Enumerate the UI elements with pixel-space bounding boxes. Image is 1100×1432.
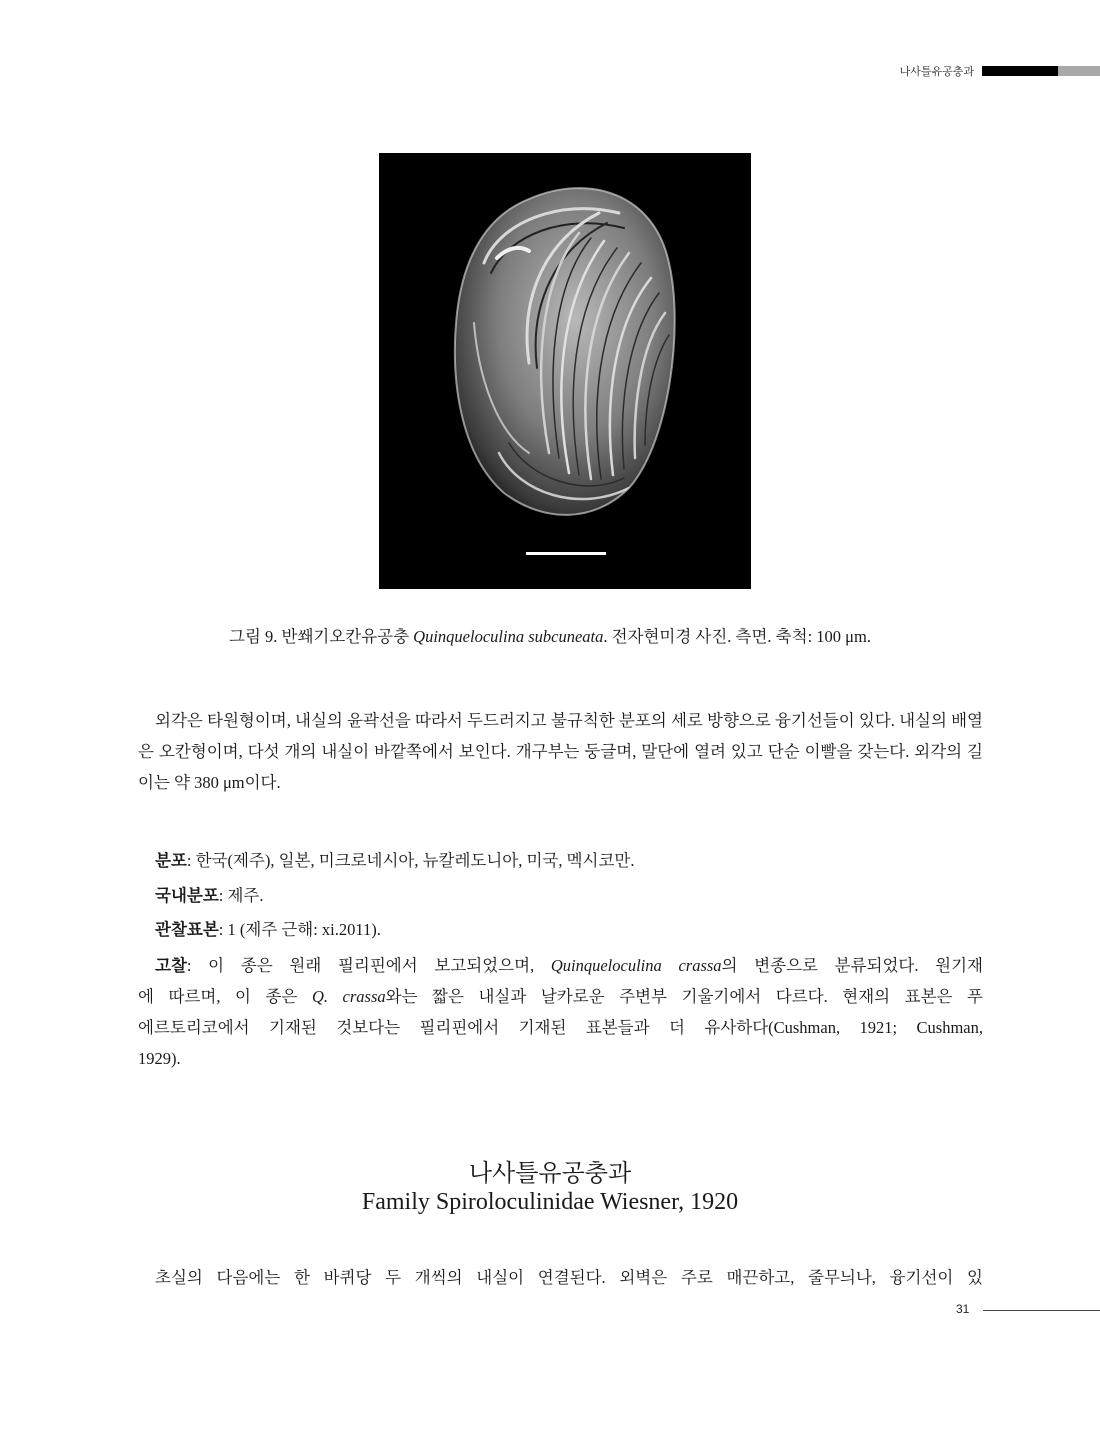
remarks-text-1a: : 이 종은 원래 필리핀에서 보고되었으며, [186,956,551,975]
domestic-distribution-value: : 제주. [218,886,264,905]
distribution-field [155,847,635,871]
running-title: 나사틀유공충과 [899,66,974,78]
remarks-text-1b: 의 변종으로 분류되었다. 원기재 [721,956,983,975]
domestic-distribution-field [155,882,263,906]
remarks-line-3: 에르토리코에서 기재된 것보다는 필리핀에서 기재된 표본들과 더 유사하다(Cushman, 1921; Cushman, [138,1018,983,1037]
remarks-text-2b: 와는 짧은 내실과 날카로운 주변부 기울기에서 다르다. 현재의 표본은 푸 [385,987,983,1006]
header-bar-black [982,66,1058,76]
scale-bar [526,552,606,555]
running-header [900,64,1100,78]
remarks-line-2 [138,981,983,1012]
figure-caption [0,623,1100,647]
distribution-value: : 한국(제주), 일본, 미크로네시아, 뉴칼레도니아, 미국, 멕시코만. [186,851,635,870]
sem-photograph [379,153,751,589]
remarks-line-1 [138,950,983,981]
foraminifera-shell-image [379,153,751,589]
family-description: 초실의 다음에는 한 바퀴당 두 개씩의 내실이 연결된다. 외벽은 주로 매끈하고, 줄무늬나, 융기선이 있 [155,1268,983,1287]
caption-prefix: 그림 9. 반쐐기오칸유공충 [229,627,414,646]
remarks-text-2a: 에 따르며, 이 종은 [138,987,312,1006]
specimens-label: 관찰표본 [155,920,219,939]
remarks-species-2: Q. crassa [311,987,386,1006]
remarks-species-1: Quinqueloculina crassa [550,956,722,975]
header-bar-gray [1058,66,1100,76]
family-heading-korean: 나사틀유공충과 [468,1161,632,1187]
remarks-line-4: 1929). [138,1049,181,1068]
remarks-label: 고찰 [155,956,187,975]
footer-rule [983,1310,1100,1311]
specimens-value: : 1 (제주 근해: xi.2011). [218,920,381,939]
remarks-paragraph [138,950,983,1074]
specimens-field [155,916,381,940]
distribution-label: 분포 [155,851,187,870]
caption-suffix: . 전자현미경 사진. 측면. 축척: 100 μm. [603,627,871,646]
caption-species: Quinqueloculina subcuneata [413,627,604,646]
description-paragraph: 외각은 타원형이며, 내실의 윤곽선을 따라서 두드러지고 불규칙한 분포의 세로 방향으로 융기선들이 있다. 내실의 배열은 오칸형이며, 다섯 개의 내실이 바깥쪽에서 보인다. 개구부는 둥글며, 말단에 열려 있고 단순 이빨을 갖는다. 외각의 길이는 약 380 μm이다. [138,711,983,792]
page-number: 31 [956,1302,970,1316]
domestic-distribution-label: 국내분포 [155,886,219,905]
family-heading-latin: Family Spiroloculinidae Wiesner, 1920 [361,1189,739,1215]
